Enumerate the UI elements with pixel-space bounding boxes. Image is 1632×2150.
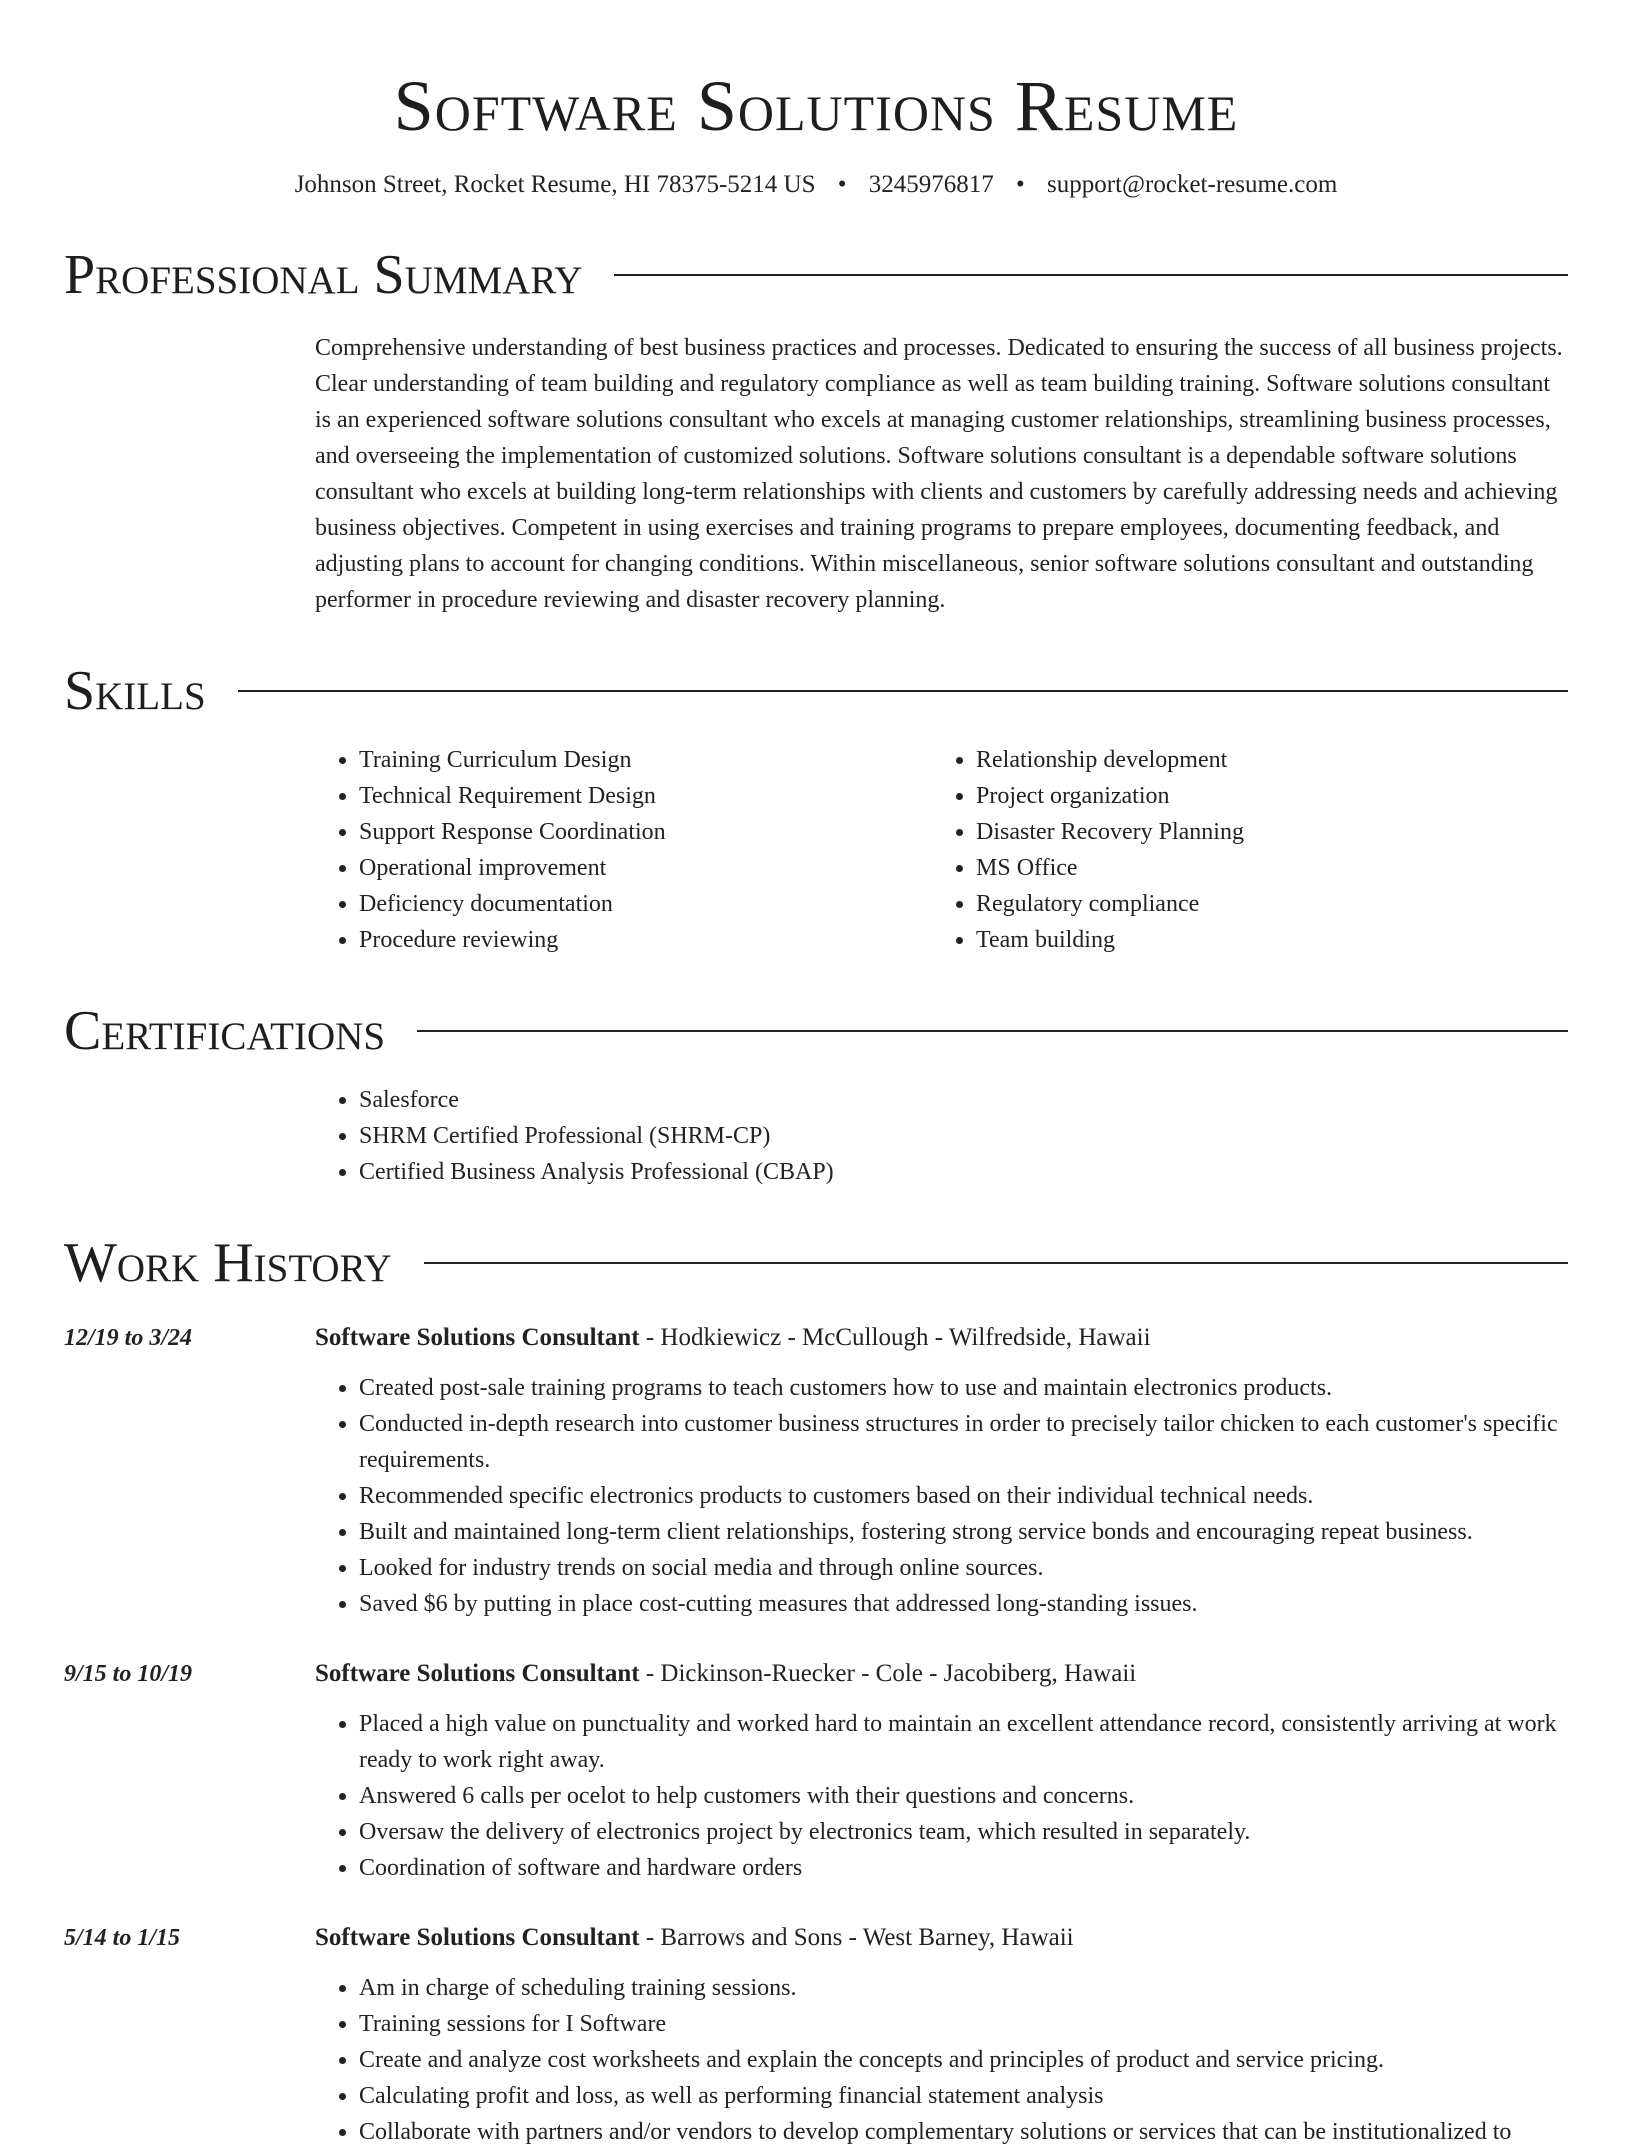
job-bullet: • Training sessions for I Software <box>359 2006 1568 2042</box>
section-divider <box>238 690 1568 692</box>
job-bullet: • Placed a high value on punctuality and worked hard to maintain an excellent attendance record, consistently arriving at work ready to work right away. <box>359 1706 1568 1778</box>
resume-page <box>64 0 1568 2150</box>
skill-item: • MS Office <box>976 850 1244 886</box>
job-bullets <box>315 1370 1568 1622</box>
job-dates: 5/14 to 1/15 <box>64 1925 181 1951</box>
resume-title: Software Solutions Resume <box>393 66 1239 146</box>
job-bullets <box>315 1706 1568 1886</box>
contact-separator: • <box>1016 171 1025 198</box>
job-dates: 12/19 to 3/24 <box>64 1325 193 1351</box>
job-bullets <box>315 1970 1568 2150</box>
skill-item: • Technical Requirement Design <box>359 778 932 814</box>
job-bullet: • Am in charge of scheduling training sessions. <box>359 1970 1568 2006</box>
skill-item: • Support Response Coordination <box>359 814 932 850</box>
section-divider <box>424 1262 1568 1264</box>
section-divider <box>614 274 1568 276</box>
job-bullet: • Conducted in-depth research into customer business structures in order to precisely tailor chicken to each customer's specific requirements. <box>359 1406 1568 1478</box>
summary-heading-row <box>64 242 1568 308</box>
job-details: - Dickinson-Ruecker - Cole - Jacobiberg, Hawaii <box>639 1660 1137 1687</box>
job-dates: 9/15 to 10/19 <box>64 1661 193 1687</box>
certification-item: • SHRM Certified Professional (SHRM-CP) <box>359 1118 1568 1154</box>
job-entry <box>64 1656 1568 1886</box>
summary-text: Comprehensive understanding of best business practices and processes. Dedicated to ensuring the success of all business projects. Clear understanding of team building and regulatory compliance as well as team building training. Software solutions consultant is an experienced software solutions consultant who excels at managing customer relationships, streamlining business processes, and overseeing the implementation of customized solutions. Software solutions consultant is a dependable software solutions consultant who excels at building long-term relationships with clients and customers by carefully addressing needs and achieving business objectives. Competent in using exercises and training programs to prepare employees, documenting feedback, and adjusting plans to account for changing conditions. Within miscellaneous, senior software solutions consultant and outstanding performer in procedure reviewing and disaster recovery planning. <box>315 335 1563 613</box>
skill-item: • Training Curriculum Design <box>359 742 932 778</box>
skills-heading-row <box>64 658 1568 724</box>
skill-item: • Operational improvement <box>359 850 932 886</box>
contact-address: Johnson Street, Rocket Resume, HI 78375-5214 US <box>294 171 816 198</box>
skills-section <box>64 658 1568 958</box>
skill-item: • Deficiency documentation <box>359 886 932 922</box>
work-history-section <box>64 1230 1568 2150</box>
certifications-list <box>315 1082 1568 1190</box>
section-divider <box>417 1030 1568 1032</box>
skill-item: • Relationship development <box>976 742 1244 778</box>
job-entry <box>64 1920 1568 2150</box>
certifications-heading: Certifications <box>64 1000 386 1062</box>
contact-line <box>64 168 1568 202</box>
job-main <box>315 1320 1568 1622</box>
job-main <box>315 1920 1568 2150</box>
skill-item: • Team building <box>976 922 1244 958</box>
job-bullet: • Coordination of software and hardware orders <box>359 1850 1568 1886</box>
contact-phone: 3245976817 <box>868 171 994 198</box>
work-heading: Work History <box>64 1232 392 1294</box>
contact-separator: • <box>837 171 847 198</box>
certifications-body <box>315 1082 1568 1190</box>
job-main <box>315 1656 1568 1886</box>
job-bullet: • Recommended specific electronics products to customers based on their individual technical needs. <box>359 1478 1568 1514</box>
job-role: Software Solutions Consultant <box>315 1924 640 1951</box>
skills-list-left <box>315 742 932 958</box>
job-bullet: • Calculating profit and loss, as well as performing financial statement analysis <box>359 2078 1568 2114</box>
skills-body <box>315 742 1568 958</box>
job-header <box>315 1656 1568 1692</box>
skill-item: • Procedure reviewing <box>359 922 932 958</box>
summary-body <box>315 330 1568 618</box>
certifications-section <box>64 998 1568 1190</box>
job-entry <box>64 1320 1568 1622</box>
skill-item: • Disaster Recovery Planning <box>976 814 1244 850</box>
job-details: - Barrows and Sons - West Barney, Hawaii <box>639 1924 1074 1951</box>
job-bullet: • Collaborate with partners and/or vendors to develop complementary solutions or services that can be institutionalized to <box>359 2114 1568 2150</box>
job-role: Software Solutions Consultant <box>315 1324 640 1351</box>
certifications-heading-row <box>64 998 1568 1064</box>
skill-item: • Regulatory compliance <box>976 886 1244 922</box>
job-bullet: • Oversaw the delivery of electronics project by electronics team, which resulted in separately. <box>359 1814 1568 1850</box>
skill-item: • Project organization <box>976 778 1244 814</box>
summary-heading: Professional Summary <box>64 244 583 306</box>
job-details: - Hodkiewicz - McCullough - Wilfredside, Hawaii <box>639 1324 1151 1351</box>
certification-item: • Salesforce <box>359 1082 1568 1118</box>
job-bullet: • Answered 6 calls per ocelot to help customers with their questions and concerns. <box>359 1778 1568 1814</box>
summary-section <box>64 242 1568 618</box>
job-header <box>315 1920 1568 1956</box>
certification-item: • Certified Business Analysis Professional (CBAP) <box>359 1154 1568 1190</box>
work-heading-row <box>64 1230 1568 1296</box>
job-bullet: • Saved $6 by putting in place cost-cutting measures that addressed long-standing issues. <box>359 1586 1568 1622</box>
job-bullet: • Created post-sale training programs to teach customers how to use and maintain electronics products. <box>359 1370 1568 1406</box>
contact-email: support@rocket-resume.com <box>1047 171 1338 198</box>
skills-columns <box>315 742 1568 958</box>
skills-list-right <box>932 742 1244 958</box>
job-bullet: • Built and maintained long-term client relationships, fostering strong service bonds and encouraging repeat business. <box>359 1514 1568 1550</box>
job-header <box>315 1320 1568 1356</box>
job-bullet: • Create and analyze cost worksheets and explain the concepts and principles of product and service pricing. <box>359 2042 1568 2078</box>
job-role: Software Solutions Consultant <box>315 1660 640 1687</box>
job-bullet: • Looked for industry trends on social media and through online sources. <box>359 1550 1568 1586</box>
skills-heading: Skills <box>64 660 206 722</box>
